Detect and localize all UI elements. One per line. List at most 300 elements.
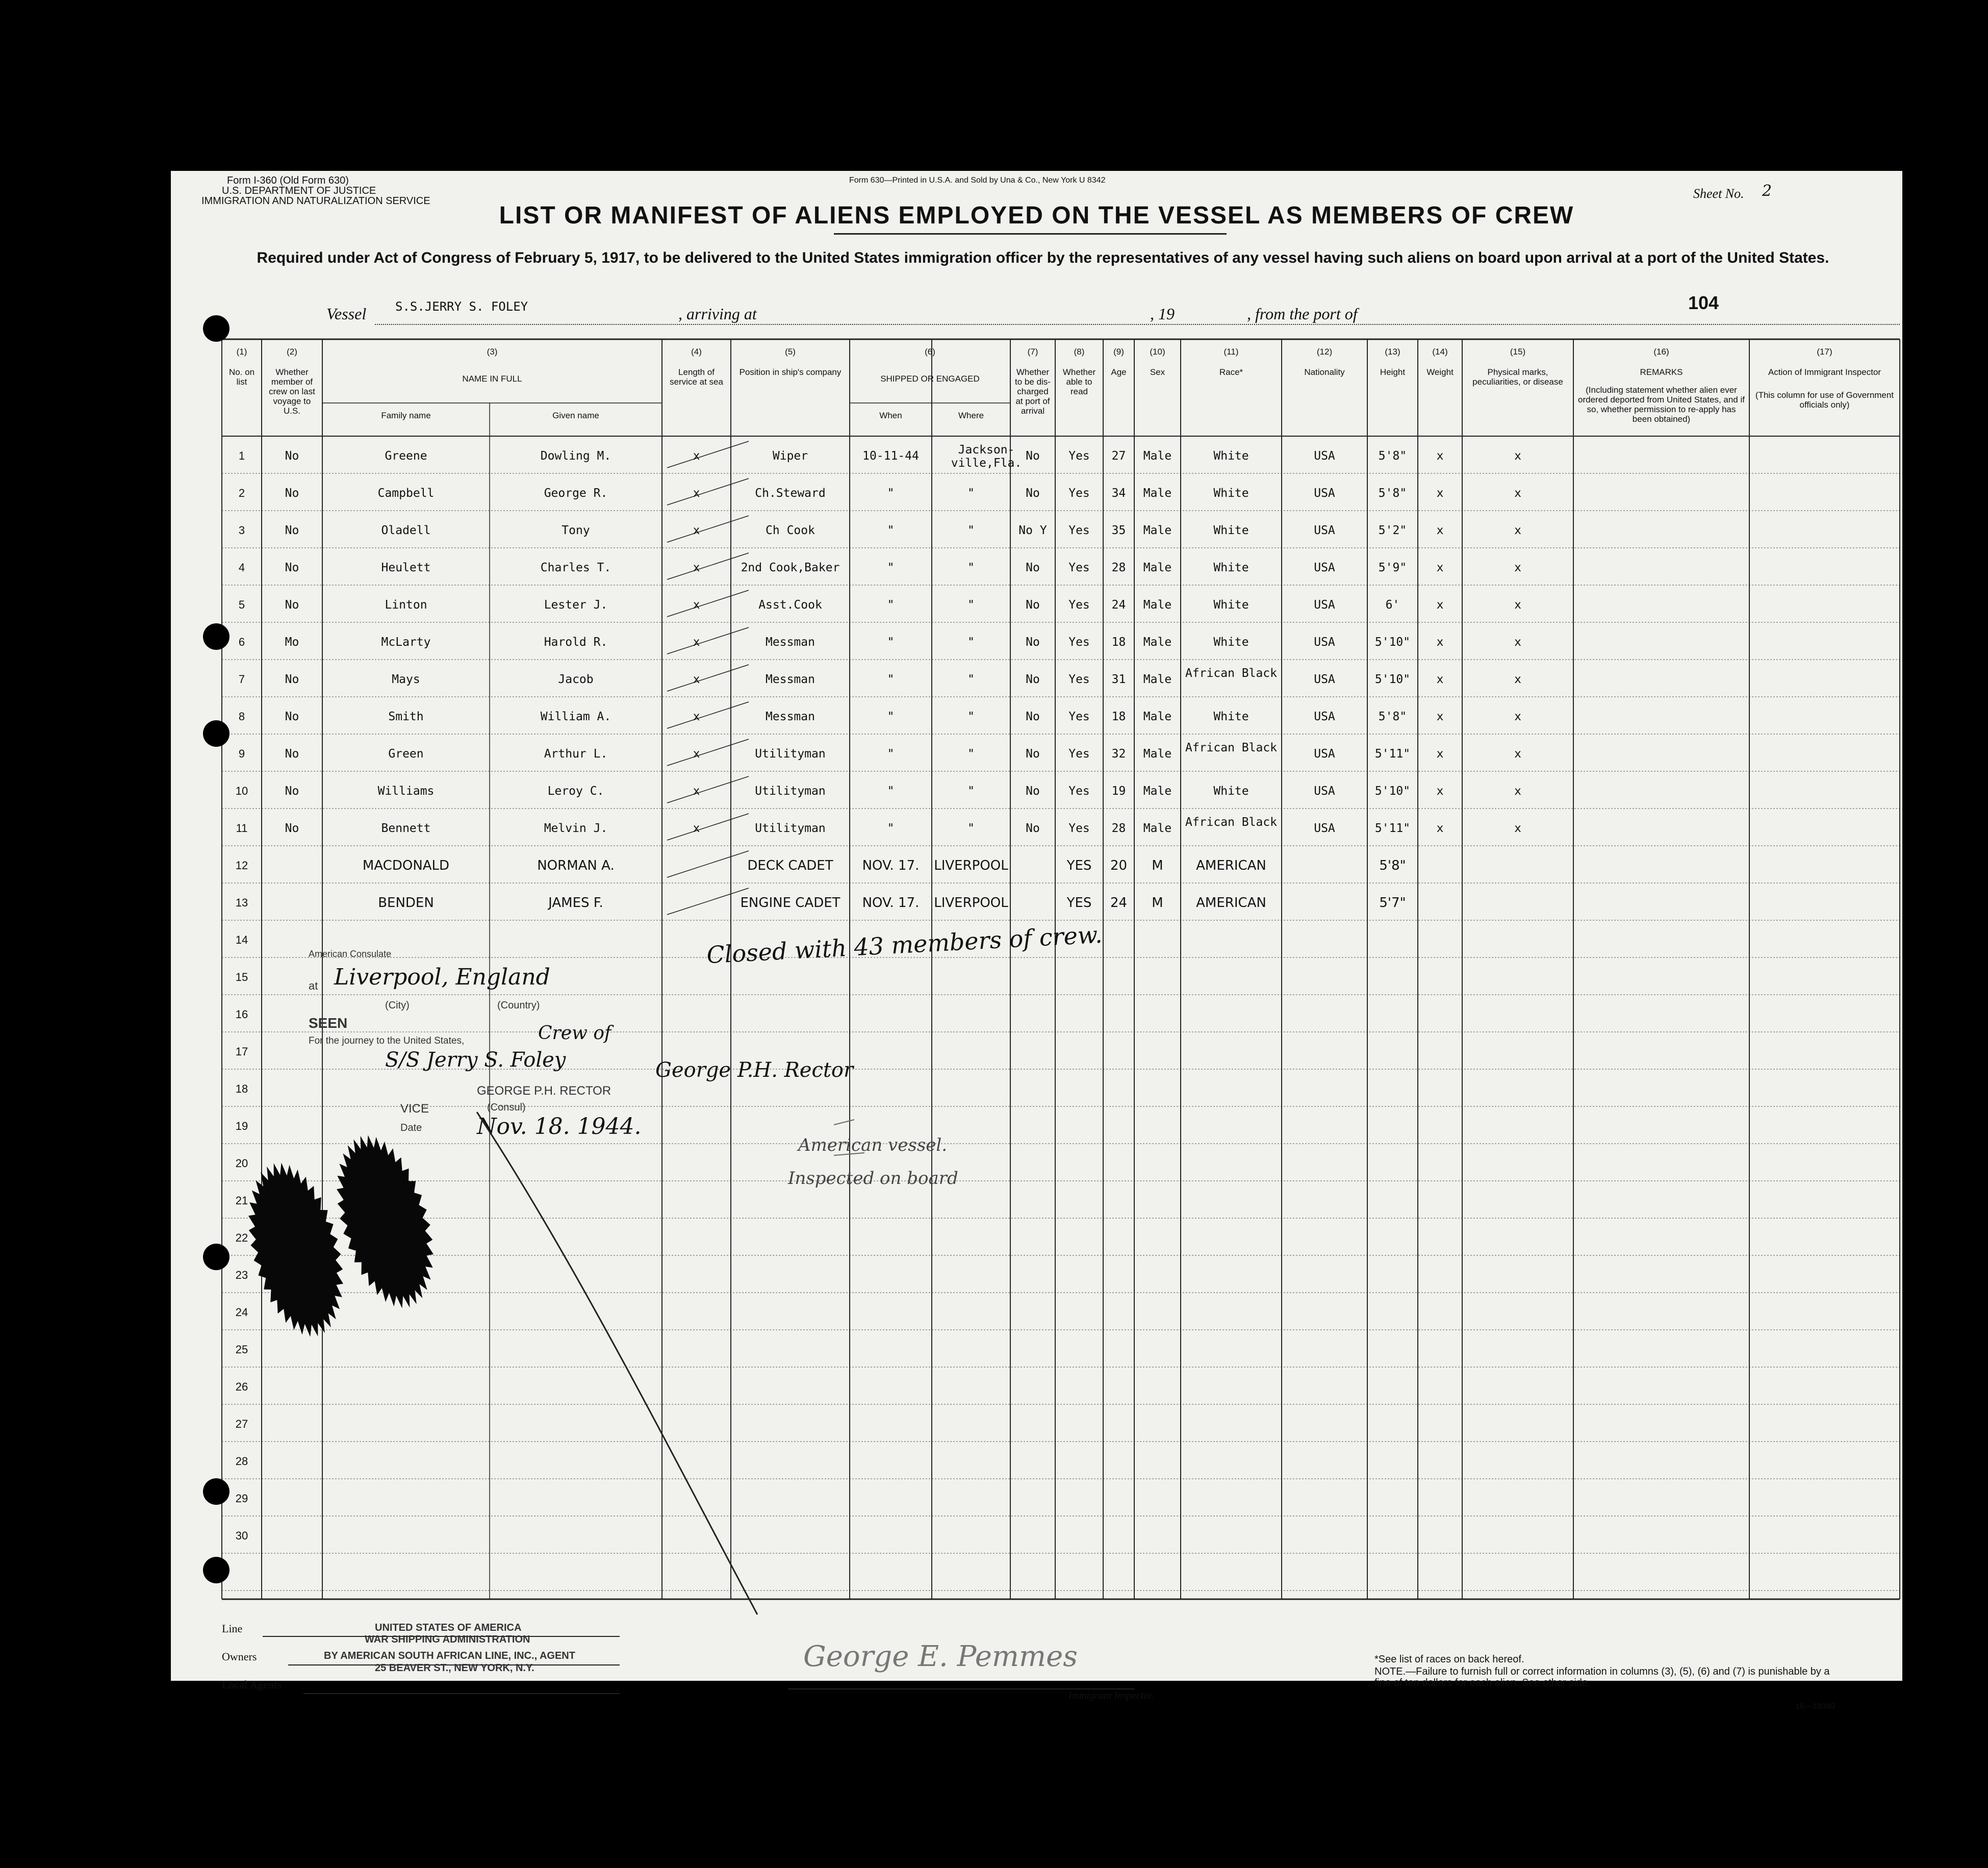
vessel-label: Vessel (326, 305, 367, 323)
cell-service: x (693, 561, 700, 574)
cell-discharge: No (1026, 561, 1040, 574)
column-number: (11) (1224, 347, 1239, 357)
city-country: Liverpool, England (334, 964, 550, 990)
empty-row-number: 16 (235, 1008, 248, 1021)
cell-service: x (693, 747, 700, 761)
cell-nat: USA (1314, 710, 1335, 723)
cell-position: DECK CADET (747, 858, 833, 873)
cell-discharge: No (1026, 673, 1040, 686)
column-header: Whether able to read (1062, 367, 1096, 396)
empty-row-number: 29 (235, 1492, 248, 1505)
cell-no: 10 (235, 785, 248, 797)
cell-weight: x (1436, 673, 1444, 686)
column-number: (5) (785, 347, 796, 357)
vessel-name: S.S.JERRY S. FOLEY (395, 299, 528, 314)
consul-name: GEORGE P.H. RECTOR (477, 1084, 611, 1098)
cell-read: Yes (1068, 487, 1090, 500)
cell-marks: x (1514, 636, 1521, 649)
cell-nat: USA (1314, 822, 1335, 835)
consul-label: (Consul) (487, 1102, 526, 1113)
cell-nat: USA (1314, 524, 1335, 537)
cell-race: White (1213, 524, 1249, 537)
cell-family: BENDEN (378, 895, 434, 911)
cell-read: Yes (1068, 524, 1090, 537)
cell-service: x (693, 487, 700, 500)
empty-row-number: 23 (235, 1269, 248, 1281)
owners-address: 25 BEAVER ST., NEW YORK, N.Y. (375, 1662, 534, 1674)
vessel-handwritten: S/S Jerry S. Foley (385, 1048, 566, 1072)
punch-hole (203, 1478, 230, 1505)
punch-hole (203, 315, 230, 342)
cell-read: Yes (1068, 673, 1090, 686)
cell-last: No (285, 822, 299, 835)
cell-given: Melvin J. (544, 822, 608, 835)
cell-where: " (967, 747, 975, 761)
cell-height: 6' (1385, 598, 1400, 612)
consul-signature: George P.H. Rector (655, 1058, 854, 1082)
cell-sex: Male (1143, 747, 1172, 761)
cell-service: x (693, 598, 700, 612)
column-number: (12) (1316, 347, 1333, 357)
cell-nat: USA (1314, 449, 1335, 463)
empty-row-number: 17 (235, 1045, 248, 1058)
cell-age: 27 (1111, 449, 1126, 463)
wax-seal-left (248, 1163, 343, 1336)
cell-when: " (887, 747, 895, 761)
date-value: Nov. 18. 1944. (477, 1114, 642, 1140)
column-header: SHIPPED OR ENGAGED (880, 374, 980, 384)
cell-when: " (887, 822, 895, 835)
cell-sex: Male (1143, 822, 1172, 835)
cell-discharge: No (1026, 487, 1040, 500)
cell-given: Charles T. (540, 561, 611, 574)
american-vessel-note: American vessel. (798, 1135, 948, 1155)
cell-nat: USA (1314, 487, 1335, 500)
column-number: (16) (1653, 347, 1669, 357)
cell-no: 11 (236, 822, 248, 835)
cell-age: 18 (1111, 710, 1126, 723)
cell-weight: x (1436, 747, 1444, 761)
inspected-note: Inspected on board (788, 1168, 958, 1189)
cell-when: NOV. 17. (862, 858, 920, 873)
cell-position: Utilityman (755, 822, 826, 835)
column-header: Weight (1426, 367, 1454, 377)
cell-discharge: No (1026, 710, 1040, 723)
cell-where: LIVERPOOL (934, 858, 1008, 873)
cell-family: MACDONALD (362, 858, 450, 873)
cell-last: No (285, 747, 299, 761)
crew-of: Crew of (538, 1023, 611, 1044)
cell-family: Oladell (381, 524, 431, 537)
cell-height: 5'9" (1378, 561, 1407, 574)
cell-family: Greene (385, 449, 427, 463)
cell-height: 5'11" (1374, 822, 1411, 835)
column-header: Whether member of crew on last voyage to U.S. (269, 367, 315, 416)
column-number: (15) (1510, 347, 1526, 357)
form-number: Form I-360 (Old Form 630) (227, 175, 349, 186)
cell-nat: USA (1314, 673, 1335, 686)
cell-weight: x (1436, 785, 1444, 798)
cell-read: YES (1066, 858, 1092, 873)
cell-marks: x (1514, 598, 1521, 612)
column-number: (1) (236, 347, 247, 357)
empty-row-number: 25 (235, 1343, 248, 1356)
cell-no: 9 (238, 747, 245, 760)
page-number: 104 (1688, 292, 1719, 313)
form-code: 16—19349 (1795, 1702, 1836, 1711)
cell-last: Mo (285, 636, 299, 649)
cell-age: 24 (1110, 895, 1128, 911)
cell-position: Wiper (772, 449, 808, 463)
empty-row-number: 27 (235, 1418, 248, 1430)
owners-value: BY AMERICAN SOUTH AFRICAN LINE, INC., AGENT (324, 1650, 575, 1661)
cell-sex: Male (1143, 449, 1172, 463)
cell-race: African Black (1185, 667, 1277, 680)
cell-when: 10-11-44 (862, 449, 919, 463)
cell-where: " (967, 561, 975, 574)
cell-where: " (967, 822, 975, 835)
line-label: Line (222, 1622, 243, 1635)
column-header: Age (1111, 367, 1127, 377)
cell-no: 12 (235, 859, 248, 872)
cell-height: 5'2" (1378, 524, 1407, 537)
cell-weight: x (1436, 598, 1444, 612)
cell-age: 28 (1111, 561, 1126, 574)
cell-sex: Male (1143, 785, 1172, 798)
cell-position: Ch Cook (766, 524, 815, 537)
column-header: NAME IN FULL (462, 374, 522, 384)
cell-height: 5'10" (1374, 785, 1411, 798)
empty-row-number: 22 (235, 1231, 248, 1244)
cell-sex: Male (1143, 636, 1172, 649)
cell-weight: x (1436, 710, 1444, 723)
cell-where: " (967, 785, 975, 798)
cell-service: x (693, 449, 700, 463)
cell-sex: Male (1143, 524, 1172, 537)
cell-position: Messman (766, 673, 815, 686)
cell-sex: Male (1143, 710, 1172, 723)
cell-last: No (285, 487, 299, 500)
cell-read: Yes (1068, 785, 1090, 798)
cell-marks: x (1514, 449, 1521, 463)
cell-age: 24 (1111, 598, 1126, 612)
empty-row-number: 14 (235, 933, 248, 946)
seal-and-marks (171, 171, 1902, 1681)
cell-nat: USA (1314, 598, 1335, 612)
cell-no: 2 (238, 487, 245, 499)
cell-nat: USA (1314, 561, 1335, 574)
cell-no: 13 (235, 896, 248, 909)
cell-weight: x (1436, 636, 1444, 649)
column-number: (6) (925, 347, 935, 357)
punch-hole (203, 623, 230, 650)
column-header: Whether to be dis-charged at port of arrival (1015, 367, 1051, 416)
empty-row-number: 19 (235, 1120, 248, 1132)
cell-last: No (285, 785, 299, 798)
cell-position: Ch.Steward (755, 487, 826, 500)
manifest-sheet (171, 171, 1902, 1711)
inspector-signature: George E. Pemmes (803, 1640, 1078, 1673)
cell-marks: x (1514, 524, 1521, 537)
cell-race: AMERICAN (1196, 895, 1266, 911)
empty-row-number: 26 (235, 1380, 248, 1393)
cell-discharge: No (1026, 598, 1040, 612)
city-label: (City) (385, 1000, 410, 1011)
cell-race: African Black (1185, 741, 1277, 754)
column-header: Race* (1219, 367, 1243, 377)
cell-age: 34 (1111, 487, 1126, 500)
subheader-when: When (879, 411, 902, 420)
column-header: No. on list (228, 367, 255, 387)
column-number: (17) (1817, 347, 1832, 357)
cell-given: Tony (562, 524, 590, 537)
admin-name: WAR SHIPPING ADMINISTRATION (365, 1634, 530, 1645)
cell-marks: x (1514, 785, 1521, 798)
cell-read: Yes (1068, 636, 1090, 649)
cell-when: " (887, 598, 895, 612)
cell-nat: USA (1314, 747, 1335, 761)
cell-read: Yes (1068, 561, 1090, 574)
cell-age: 18 (1111, 636, 1126, 649)
cell-weight: x (1436, 822, 1444, 835)
cell-age: 32 (1111, 747, 1126, 761)
sheet-number: 2 (1762, 182, 1772, 200)
cell-nat: USA (1314, 785, 1335, 798)
cell-when: NOV. 17. (862, 895, 920, 911)
cell-service: x (693, 785, 700, 798)
punch-hole (203, 720, 230, 747)
cell-no: 7 (238, 673, 245, 686)
cell-where: " (967, 524, 975, 537)
cell-last: No (285, 710, 299, 723)
cell-marks: x (1514, 822, 1521, 835)
cell-when: " (887, 524, 895, 537)
cell-height: 5'8" (1378, 449, 1407, 463)
remarks-note: (Including statement whether alien ever ordered deported from United States, and if so, whether permission to re-apply has been obtained) (1578, 385, 1745, 424)
cell-sex: Male (1143, 561, 1172, 574)
date-label: Date (400, 1122, 422, 1133)
cell-given: Lester J. (544, 598, 608, 612)
cell-position: Utilityman (755, 747, 826, 761)
cell-weight: x (1436, 561, 1444, 574)
cell-height: 5'8" (1379, 858, 1406, 873)
cell-weight: x (1436, 524, 1444, 537)
cell-read: YES (1066, 895, 1092, 911)
consulate-label: American Consulate (309, 949, 392, 959)
cell-last: No (285, 673, 299, 686)
cell-where: " (967, 598, 975, 612)
year-label: , 19 (1150, 305, 1175, 323)
cell-marks: x (1514, 561, 1521, 574)
cell-position: 2nd Cook,Baker (741, 561, 840, 574)
cell-sex: Male (1143, 487, 1172, 500)
punch-hole (203, 1244, 230, 1270)
cell-race: African Black (1185, 816, 1277, 829)
cell-service: x (693, 524, 700, 537)
cell-last: No (285, 598, 299, 612)
cell-age: 28 (1111, 822, 1126, 835)
cell-family: Heulett (381, 561, 431, 574)
cell-race: White (1213, 785, 1249, 798)
cell-discharge: No (1026, 636, 1040, 649)
cell-race: White (1213, 710, 1249, 723)
cell-where: " (967, 636, 975, 649)
empty-row-number: 18 (235, 1082, 248, 1095)
cell-last: No (285, 561, 299, 574)
cell-last: No (285, 524, 299, 537)
cell-no: 6 (238, 636, 245, 648)
cell-height: 5'8" (1378, 487, 1407, 500)
column-header: Position in ship's company (739, 367, 842, 377)
cell-weight: x (1436, 449, 1444, 463)
cell-family: McLarty (381, 636, 431, 649)
cell-marks: x (1514, 673, 1521, 686)
cell-where: " (967, 710, 975, 723)
form-subtitle: Required under Act of Congress of February 5, 1917, to be delivered to the United States immigration officer by the representatives of any vessel having such aliens on board upon arrival at a port of the United States. (257, 249, 1829, 266)
cell-age: 35 (1111, 524, 1126, 537)
cell-race: AMERICAN (1196, 858, 1266, 873)
arriving-label: , arriving at (678, 305, 757, 323)
cell-height: 5'11" (1374, 747, 1411, 761)
cell-when: " (887, 636, 895, 649)
cell-last: No (285, 449, 299, 463)
column-number: (3) (487, 347, 498, 357)
cell-family: Smith (388, 710, 424, 723)
column-header: Nationality (1304, 367, 1345, 377)
vice-label: VICE (400, 1102, 429, 1116)
cell-marks: x (1514, 710, 1521, 723)
cell-race: White (1213, 636, 1249, 649)
cell-race: White (1213, 561, 1249, 574)
form-title: LIST OR MANIFEST OF ALIENS EMPLOYED ON THE VESSEL AS MEMBERS OF CREW (499, 202, 1574, 229)
column-number: (10) (1150, 347, 1165, 357)
column-header: REMARKS (1640, 367, 1683, 377)
cell-family: Campbell (377, 487, 435, 500)
cell-read: Yes (1068, 822, 1090, 835)
cell-height: 5'7" (1379, 895, 1406, 911)
sheet-label: Sheet No. (1693, 186, 1744, 201)
column-number: (14) (1432, 347, 1448, 357)
cell-family: Green (388, 747, 424, 761)
column-number: (7) (1027, 347, 1038, 357)
cell-marks: x (1514, 487, 1521, 500)
cell-age: 19 (1111, 785, 1126, 798)
empty-row-number: 28 (235, 1455, 248, 1468)
cell-where: LIVERPOOL (934, 895, 1008, 911)
cell-race: White (1213, 487, 1249, 500)
cell-read: Yes (1068, 598, 1090, 612)
cell-sex: M (1152, 858, 1163, 873)
cell-where: " (967, 487, 975, 500)
cell-position: Utilityman (755, 785, 826, 798)
penalty-note: NOTE.—Failure to furnish full or correct information in columns (3), (5), (6) and (7) is punishable by a fine of ten dollars for each alien. See other side. (1374, 1666, 1830, 1688)
cell-where: " (967, 673, 975, 686)
cell-no: 4 (238, 561, 245, 574)
cell-given: George R. (544, 487, 608, 500)
department: U.S. DEPARTMENT OF JUSTICE (222, 185, 376, 196)
column-number: (13) (1385, 347, 1400, 357)
column-header: Sex (1150, 367, 1165, 377)
cell-race: White (1213, 598, 1249, 612)
cell-read: Yes (1068, 449, 1090, 463)
cell-height: 5'10" (1374, 673, 1411, 686)
empty-row-number: 20 (235, 1157, 248, 1170)
cell-given: Jacob (558, 673, 594, 686)
cell-discharge: No (1026, 822, 1040, 835)
cell-height: 5'10" (1374, 636, 1411, 649)
cell-race: White (1213, 449, 1249, 463)
cell-no: 8 (238, 710, 245, 723)
cell-height: 5'8" (1378, 710, 1407, 723)
cell-no: 1 (238, 449, 245, 462)
cell-when: " (887, 561, 895, 574)
cell-when: " (887, 785, 895, 798)
action-note: (This column for use of Government officials only) (1755, 390, 1894, 410)
subheader-given-name: Given name (552, 411, 599, 420)
column-header: Action of Immigrant Inspector (1768, 367, 1881, 377)
column-header: Physical marks, peculiarities, or disease (1472, 367, 1563, 387)
printer-line: Form 630—Printed in U.S.A. and Sold by Una & Co., New York U 8342 (849, 176, 1106, 185)
cell-when: " (887, 710, 895, 723)
cell-given: Arthur L. (544, 747, 608, 761)
cell-where: Jackson-ville,Fla. (951, 443, 1022, 470)
empty-row-number: 21 (235, 1194, 248, 1207)
column-header: Length of service at sea (670, 367, 723, 387)
seen-stamp: SEEN (309, 1015, 348, 1031)
cell-when: " (887, 673, 895, 686)
cell-family: Mays (392, 673, 420, 686)
cell-position: Asst.Cook (758, 598, 822, 612)
cell-marks: x (1514, 747, 1521, 761)
cell-position: Messman (766, 636, 815, 649)
cell-age: 20 (1110, 858, 1128, 873)
cell-position: Messman (766, 710, 815, 723)
cell-sex: M (1152, 895, 1163, 911)
cell-weight: x (1436, 487, 1444, 500)
owners-label: Owners (222, 1650, 257, 1663)
cell-discharge: No (1026, 747, 1040, 761)
subheader-family-name: Family name (381, 411, 431, 420)
cell-service: x (693, 822, 700, 835)
cell-age: 31 (1111, 673, 1126, 686)
cell-service: x (693, 673, 700, 686)
cell-no: 5 (238, 598, 245, 611)
column-number: (4) (691, 347, 702, 357)
races-note: *See list of races on back hereof. (1374, 1654, 1524, 1665)
cell-family: Williams (377, 785, 435, 798)
journey-label: For the journey to the United States, (309, 1036, 465, 1046)
cell-sex: Male (1143, 673, 1172, 686)
from-label: , from the port of (1247, 305, 1358, 323)
country-label: (Country) (497, 1000, 540, 1011)
column-number: (9) (1113, 347, 1124, 357)
cell-nat: USA (1314, 636, 1335, 649)
cell-given: Harold R. (544, 636, 608, 649)
closed-note: Closed with 43 members of crew. (706, 920, 1103, 969)
at-label: at (309, 979, 318, 992)
cell-given: Leroy C. (547, 785, 604, 798)
subheader-where: Where (958, 411, 984, 420)
cell-discharge: No (1026, 785, 1040, 798)
cell-family: Bennett (381, 822, 431, 835)
column-number: (2) (287, 347, 297, 357)
cell-no: 3 (238, 524, 245, 537)
cell-service: x (693, 636, 700, 649)
cell-service: x (693, 710, 700, 723)
column-number: (8) (1074, 347, 1085, 357)
cell-sex: Male (1143, 598, 1172, 612)
column-header: Height (1380, 367, 1406, 377)
